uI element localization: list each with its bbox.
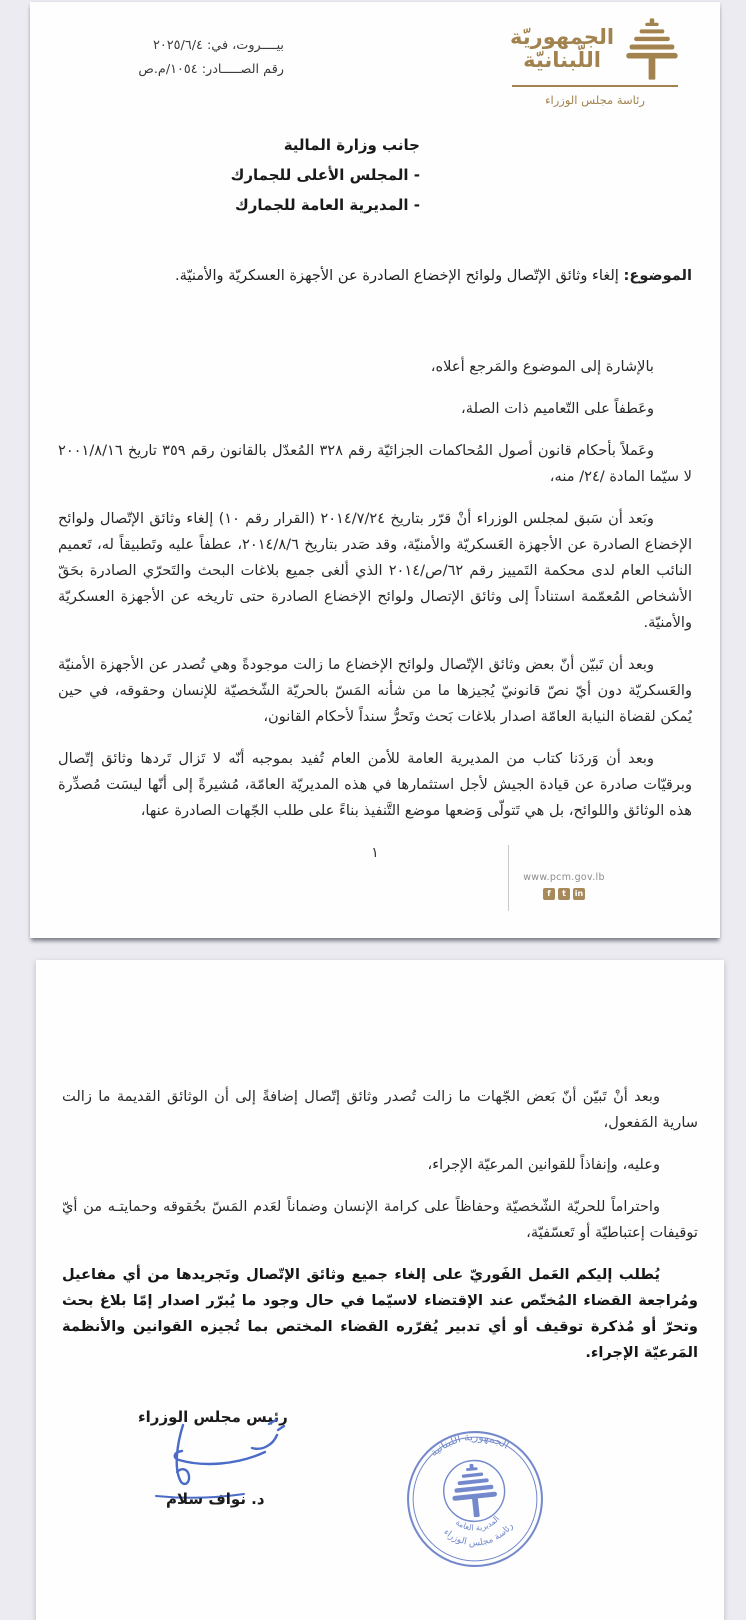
paragraph: وبعد أنْ تَبيّن أنّ بَعض الجّهات ما زالت تُصدر وثائق إتّصال إضافةً إلى أن الوثائق القديمة ما زالت سارية المَفعول، (62, 1088, 698, 1131)
paragraph: وعَطفاً على التّعاميم ذات الصلة، (461, 400, 654, 417)
official-round-stamp (397, 1421, 553, 1577)
emblem-subtitle: رئاسة مجلس الوزراء (545, 93, 645, 107)
twitter-icon: t (558, 888, 570, 900)
page2-body (62, 1084, 698, 1382)
paragraph: وعليه، وإنفاذاً للقوانين المرعيّة الإجراء، (427, 1156, 660, 1173)
facebook-icon: f (543, 888, 555, 900)
paragraph: وبعد أن وَردَنا كتاب من المديرية العامة للأمن العام تُفيد بموجبه أنّه لا تَزال تَردها وثائق إتّصال وبرقيّات صادرة عن قيادة الجيش لأجل استثمارها في هذه المديريّة العامّة، مُشيرةً إلى أنّها ليسَت مُصدِّرة هذه الوثائق واللوائح، بل هي تَتولّى وَضعها موضع التَّنفيذ بناءً على طلب الجّهات الصادرة عنها، (58, 750, 692, 819)
footer-block (514, 872, 614, 900)
cedar-tree-icon (624, 18, 680, 80)
subject-label: الموضوع: (623, 267, 692, 284)
ref-number-line: رقم الصـــــادر: ١٠٥٤/م.ص (138, 62, 284, 77)
emblem-divider (512, 85, 678, 87)
emblem-row (510, 18, 680, 80)
paragraph: واحتراماً للحريّة الشّخصيّة وحفاظاً على كرامة الإنسان وضماناً لعَدم المَسّ بحُقوقه وحمايتـه من أيّ توقيفات إعتباطيّة أو تَعسّفيّة، (62, 1198, 698, 1241)
footer-divider (508, 845, 509, 911)
stamp-cedar-icon (449, 1461, 499, 1519)
page1-body (58, 354, 692, 840)
letter-page-1 (30, 2, 720, 938)
emblem-title-line1: الجمهوريّة (510, 25, 615, 50)
addressee-block (231, 130, 420, 220)
emblem-title-line2: اللّبنانيّة (523, 48, 601, 72)
republic-emblem (510, 18, 680, 107)
date-ref-block (138, 34, 284, 82)
emblem-title (510, 26, 614, 71)
subject-text: إلغاء وثائق الإتّصال ولوائح الإخضاع الصادرة عن الأجهزة العسكريّة والأمنيّة. (175, 267, 624, 284)
city-date-line: بيــــروت، في: ٢٠٢٥/٦/٤ (153, 38, 284, 53)
signoff-title: رئيس مجلس الوزراء (138, 1408, 288, 1426)
paragraph: وبَعد أن سَبق لمجلس الوزراء أنْ قرّر بتاريخ ٢٠١٤/٧/٢٤ (القرار رقم ١٠) إلغاء وثائق الإتّصال ولوائح الإخضاع الصادرة عن الأجهزة العَسكريّة والأمنيّة، وقد صَدر بتاريخ ٢٠١٤/٨/٦، عطفاً عليه وتَطبيقاً له، تَعميم النائب العام لدى محكمة التَمييز رقم ٦٢/ص/٢٠١٤ الذي ألغى جميع بلاغات البحث والتَحرّي الصادرة بحَقّ الأشخاص المُعمّمة استناداً إلى وثائق الإتصال ولوائح الإخضاع الصادرة حتى تاريخه عن الأجهزة العسكريّة والأمنيّة. (58, 510, 692, 631)
addressee-item: - المجلس الأعلى للجمارك (230, 166, 420, 184)
letter-page-2 (36, 960, 724, 1620)
subject-line (78, 264, 692, 288)
footer-website: www.pcm.gov.lb (523, 872, 605, 883)
social-icons-row (514, 888, 614, 900)
linkedin-icon: in (574, 889, 584, 898)
directive-paragraph: يُطلب إليكم العَمل الفَوريّ على إلغاء جميع وثائق الإتّصال وتَجريدها من أي مفاعيل ومُراجعة القضاء المُختّص عند الإقتضاء لاسيّما في حال وجود ما يُبرّر اصدار إمّا بلاغ بحث وتحرّ أو مُذكرة توقيف أو أي تدبير يُقرّره القضاء المختص بما تُجيزه القوانين والأنظمة المَرعيّة الإجراء. (62, 1266, 698, 1361)
stamp-center-text: المديرية العامة (453, 1513, 502, 1533)
stamp-ring-text-top: الجمهورية اللبنانية (427, 1430, 512, 1459)
paragraph: وبعد أن تَبيّن أنّ بعض وثائق الإتّصال ولوائح الإخضاع ما زالت موجودةً وهي تُصدر عن الأجهزة الأمنيّة والعَسكريّة دون أيّ نصّ قانونيّ يُجيزها ما من شأنه المَسّ بالحريّة الشّخصيّة للإنسان وحقوقه، في حين يُمكن لقضاة النيابة العامّة اصدار بلاغات بَحث وتَحرُّ سنداً لأحكام القانون، (58, 656, 692, 725)
signoff-name: د. نواف سلام (166, 1490, 265, 1508)
page-number: ١ (371, 845, 379, 861)
paragraph: بالإشارة إلى الموضوع والمَرجع أعلاه، (430, 358, 654, 375)
stamp-ring-text-bottom: رئاسة مجلس الوزراء (441, 1521, 516, 1549)
paragraph: وعَملاً بأحكام قانون أصول المُحاكمات الجزائيّة رقم ٣٢٨ المُعدّل بالقانون رقم ٣٥٩ تاريخ ٢٠٠١/٨/١٦ لا سيّما المادة /٢٤/ منه، (58, 442, 692, 485)
addressee-to: جانب وزارة المالية (283, 136, 420, 154)
addressee-item: - المديرية العامة للجمارك (235, 196, 420, 214)
